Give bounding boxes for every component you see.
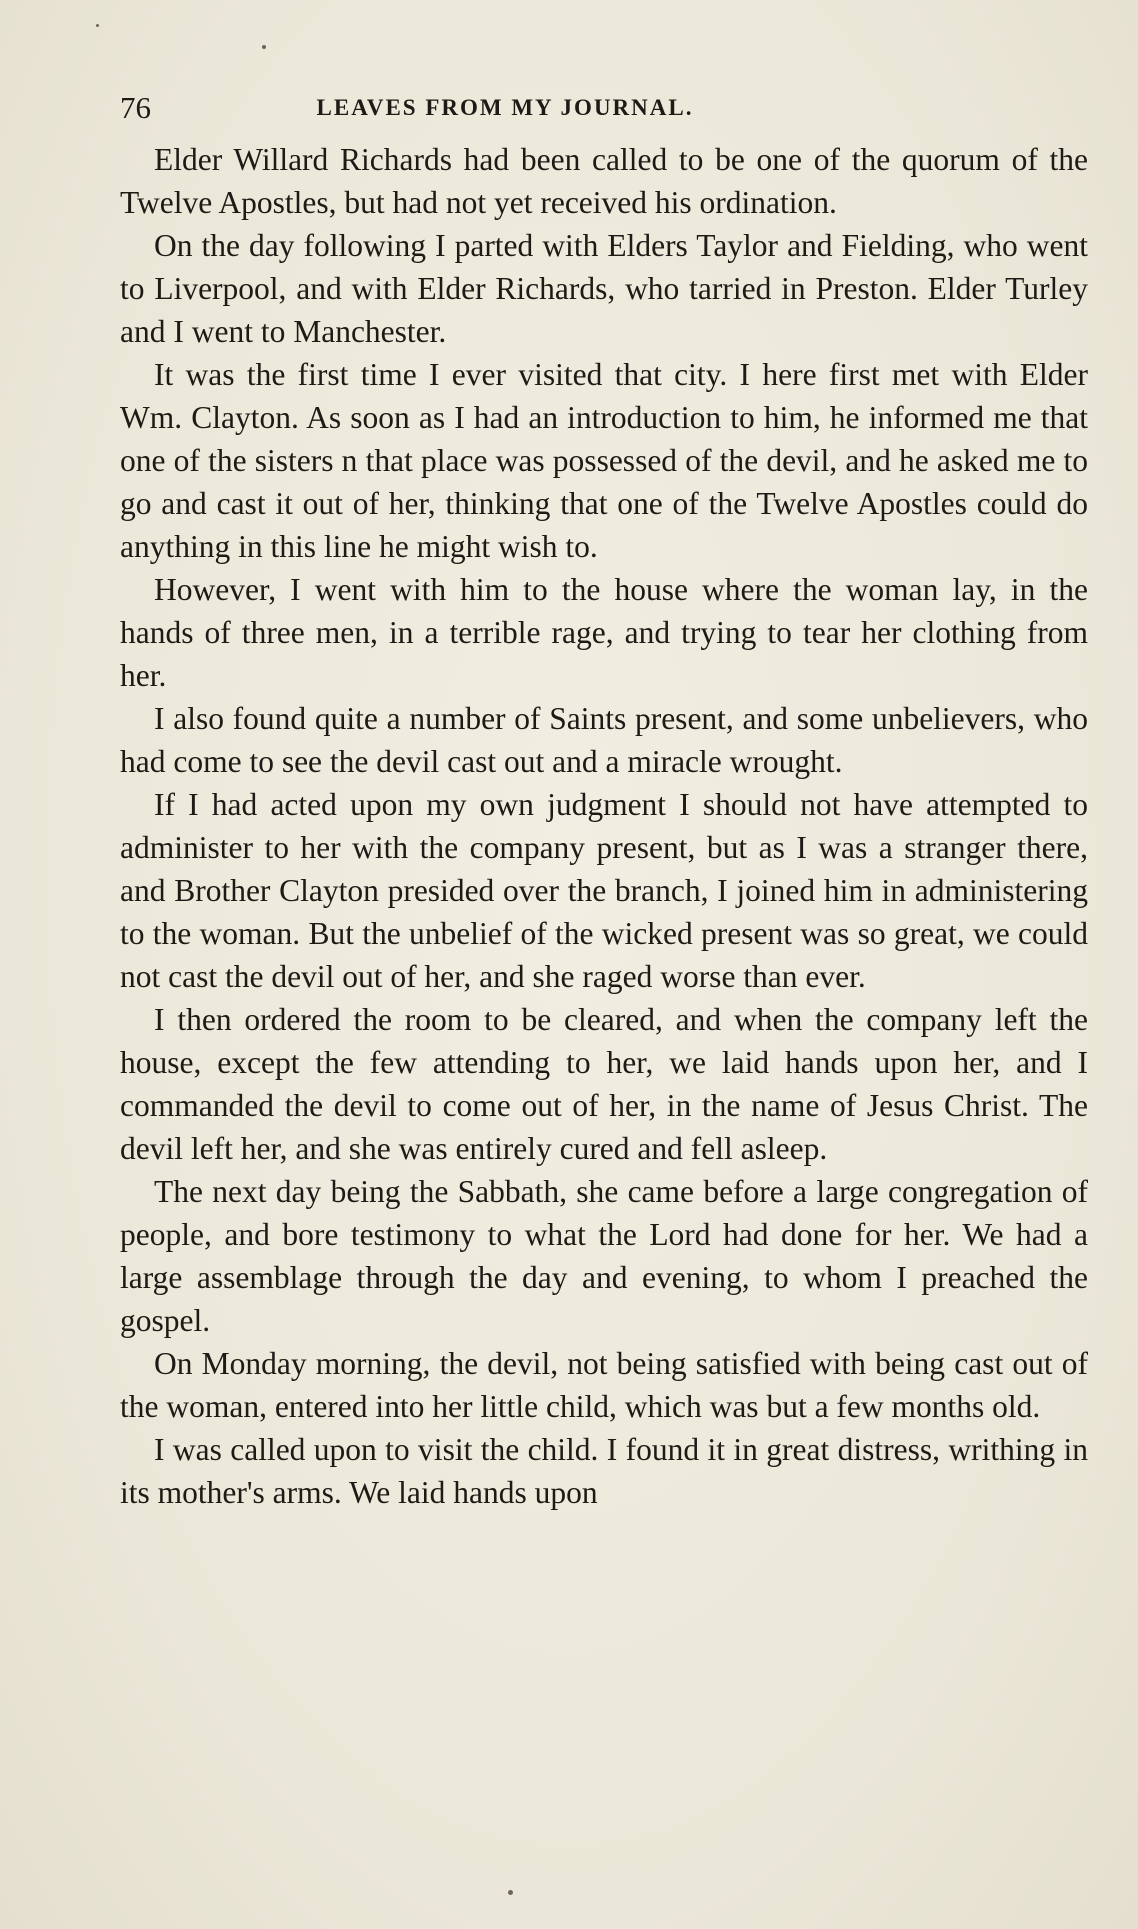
paragraph: I also found quite a number of Saints present, and some unbelievers, who had come to see the devil cast out and a miracle wrought. bbox=[120, 701, 1088, 779]
paragraph: The next day being the Sabbath, she came before a large congregation of people, and bore testimony to what the Lord had done for her. We had a large assemblage through the day and evening, to whom I preached the gospel. bbox=[120, 1174, 1088, 1338]
body-text bbox=[120, 138, 1088, 1514]
paragraph: If I had acted upon my own judgment I should not have attempted to administer to her with the company present, but as I was a stranger there, and Brother Clayton presided over the branch, I joined him in administering to the woman. But the unbelief of the wicked present was so great, we could not cast the devil out of her, and she raged worse than ever. bbox=[120, 787, 1088, 994]
paper-speck bbox=[262, 45, 266, 49]
page-header bbox=[120, 88, 850, 128]
paragraph: I was called upon to visit the child. I found it in great distress, writhing in its mother's arms. We laid hands upon bbox=[120, 1432, 1088, 1510]
page-number: 76 bbox=[120, 90, 151, 125]
paragraph: I then ordered the room to be cleared, and when the company left the house, except the few attending to her, we laid hands upon her, and I commanded the devil to come out of her, in the name of Jesus Christ. The devil left her, and she was entirely cured and fell asleep. bbox=[120, 1002, 1088, 1166]
running-title: LEAVES FROM MY JOURNAL. bbox=[316, 95, 694, 120]
paragraph: However, I went with him to the house where the woman lay, in the hands of three men, in a terrible rage, and trying to tear her clothing from her. bbox=[120, 572, 1088, 693]
paper-speck bbox=[96, 24, 99, 27]
paragraph: Elder Willard Richards had been called to be one of the quorum of the Twelve Apostles, but had not yet received his ordination. bbox=[120, 142, 1088, 220]
paragraph: On Monday morning, the devil, not being satisfied with being cast out of the woman, entered into her little child, which was but a few months old. bbox=[120, 1346, 1088, 1424]
paragraph: It was the first time I ever visited that city. I here first met with Elder Wm. Clayton. As soon as I had an introduction to him, he informed me that one of the sisters n that place was possessed of the devil, and he asked me to go and cast it out of her, thinking that one of the Twelve Apostles could do anything in this line he might wish to. bbox=[120, 357, 1088, 564]
paragraph: On the day following I parted with Elders Taylor and Fielding, who went to Liverpool, and with Elder Richards, who tarried in Preston. Elder Turley and I went to Manchester. bbox=[120, 228, 1088, 349]
paper-speck bbox=[508, 1890, 513, 1895]
